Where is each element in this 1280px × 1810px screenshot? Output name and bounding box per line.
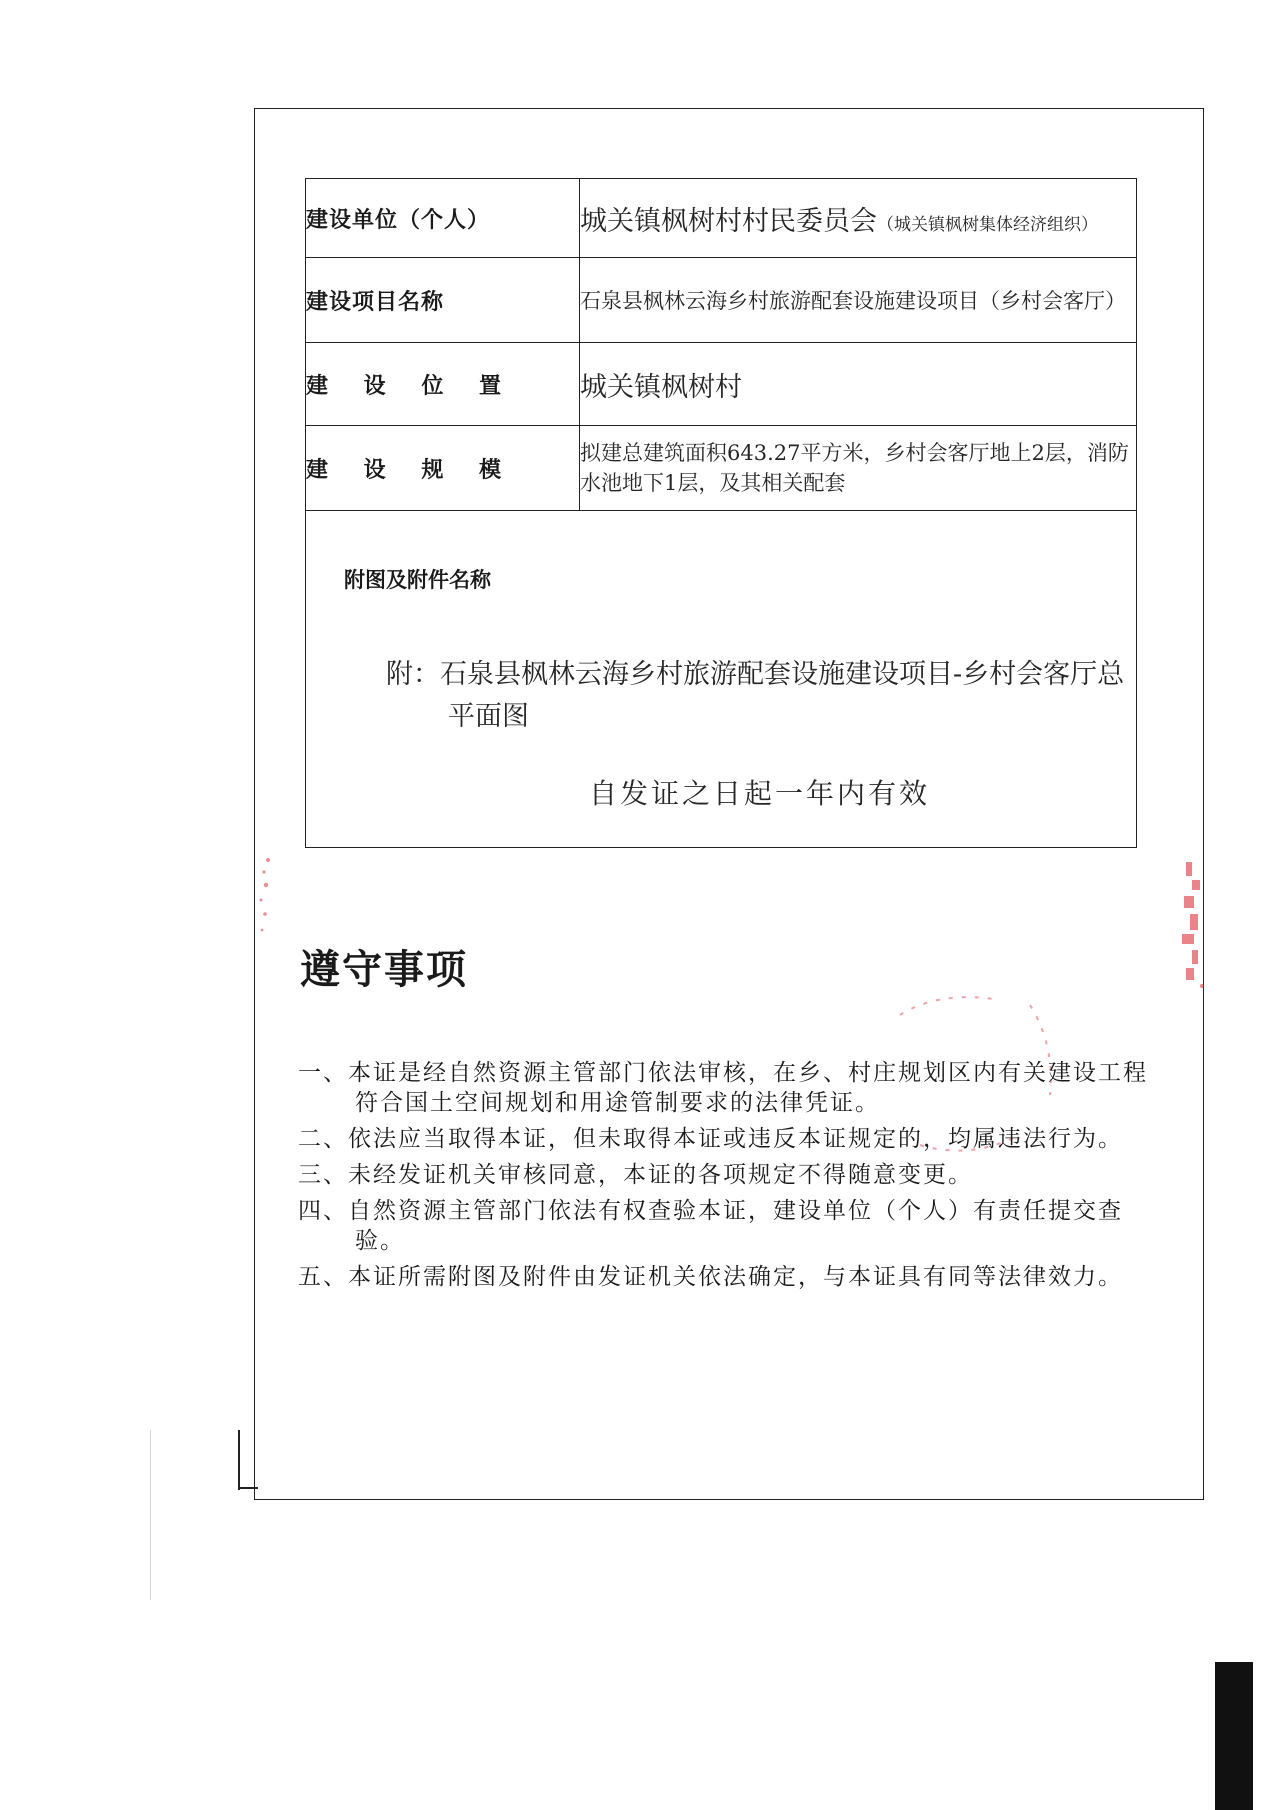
list-item: 五、本证所需附图及附件由发证机关依法确定，与本证具有同等法律效力。 xyxy=(298,1264,1123,1290)
scan-black-bar xyxy=(1215,1662,1253,1810)
project-location: 城关镇枫树村 xyxy=(580,343,1137,426)
applicant-note: （城关镇枫树集体经济组织） xyxy=(877,214,1098,235)
project-name: 石泉县枫林云海乡村旅游配套设施建设项目（乡村会客厅） xyxy=(580,258,1137,343)
validity-note: 自发证之日起一年内有效 xyxy=(589,777,931,810)
permit-table xyxy=(305,178,1137,848)
notice-title: 遵守事项 xyxy=(300,947,468,993)
list-item: 二、依法应当取得本证，但未取得本证或违反本证规定的，均属违法行为。 xyxy=(298,1126,1123,1152)
list-item: 三、未经发证机关审核同意，本证的各项规定不得随意变更。 xyxy=(298,1162,973,1188)
list-item: 四、自然资源主管部门依法有权查验本证，建设单位（个人）有责任提交查验。 xyxy=(298,1198,1123,1254)
table-row xyxy=(306,426,1137,511)
row-label: 建设项目名称 xyxy=(306,258,580,343)
notice-list xyxy=(298,1058,1148,1298)
seal-mark-right xyxy=(1172,856,1212,996)
frame-corner-line xyxy=(238,1430,240,1490)
row-label: 建 设 位 置 xyxy=(306,343,580,426)
row-label: 建设单位（个人） xyxy=(306,179,580,258)
seal-mark-left xyxy=(250,850,280,940)
table-row xyxy=(306,343,1137,426)
attachments-label: 附图及附件名称 xyxy=(344,568,491,592)
row-label: 建 设 规 模 xyxy=(306,426,580,511)
list-item: 一、本证是经自然资源主管部门依法审核，在乡、村庄规划区内有关建设工程符合国土空间规划和用途管制要求的法律凭证。 xyxy=(298,1060,1148,1116)
scan-edge-line xyxy=(150,1430,151,1600)
row-value xyxy=(580,179,1137,258)
table-row xyxy=(306,258,1137,343)
table-row xyxy=(306,511,1137,848)
project-scale: 拟建总建筑面积643.27平方米，乡村会客厅地上2层，消防水池地下1层，及其相关配套 xyxy=(580,426,1137,511)
applicant-name: 城关镇枫树村村民委员会 xyxy=(580,205,877,237)
table-row xyxy=(306,179,1137,258)
attachments-content: 附：石泉县枫林云海乡村旅游配套设施建设项目-乡村会客厅总平面图 xyxy=(386,659,1125,732)
frame-corner-line xyxy=(238,1487,258,1489)
attachments-cell xyxy=(306,511,1137,848)
